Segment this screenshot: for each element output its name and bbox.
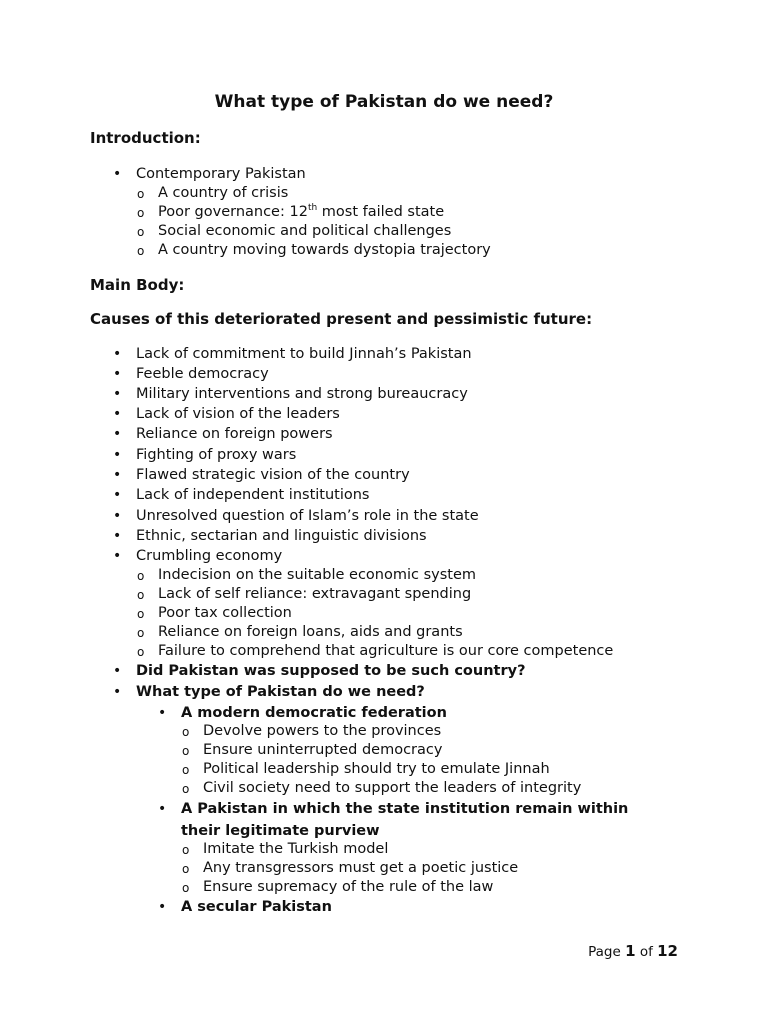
circle-bullet-icon: o	[137, 187, 145, 201]
bullet-icon: •	[113, 426, 122, 442]
institutions-sub-item: Any transgressors must get a poetic justice	[203, 860, 519, 876]
modern-federation-item: A modern democratic federation	[181, 705, 447, 721]
bullet-icon: •	[113, 366, 122, 382]
cause-item: Unresolved question of Islam’s role in the state	[136, 508, 479, 524]
circle-bullet-icon: o	[137, 588, 145, 602]
circle-bullet-icon: o	[137, 569, 145, 583]
intro-sub-item-governance: Poor governance: 12th most failed state	[158, 203, 445, 220]
circle-bullet-icon: o	[182, 725, 190, 739]
circle-bullet-icon: o	[182, 744, 190, 758]
cause-item: Lack of commitment to build Jinnah’s Pakistan	[136, 346, 472, 362]
circle-bullet-icon: o	[182, 763, 190, 777]
economy-sub-item: Failure to comprehend that agriculture is our core competence	[158, 643, 614, 659]
circle-bullet-icon: o	[137, 225, 145, 239]
bullet-icon: •	[113, 548, 122, 564]
document-title: What type of Pakistan do we need?	[214, 92, 554, 112]
bullet-icon: •	[113, 528, 122, 544]
modern-sub-item: Political leadership should try to emulate Jinnah	[203, 761, 550, 777]
circle-bullet-icon: o	[137, 244, 145, 258]
page-number-footer: Page 1 of 12	[588, 942, 678, 960]
economy-sub-item: Indecision on the suitable economic system	[158, 567, 477, 583]
bullet-icon: •	[113, 684, 122, 700]
bullet-icon: •	[158, 705, 167, 721]
economy-sub-item: Poor tax collection	[158, 605, 292, 621]
bullet-icon: •	[113, 467, 122, 483]
secular-item: A secular Pakistan	[181, 899, 332, 915]
intro-sub-item: Social economic and political challenges	[158, 223, 452, 239]
cause-item: Fighting of proxy wars	[136, 447, 297, 463]
question-item: Did Pakistan was supposed to be such country?	[136, 663, 526, 679]
bullet-icon: •	[113, 386, 122, 402]
cause-item: Reliance on foreign powers	[136, 426, 333, 442]
bullet-icon: •	[113, 346, 122, 362]
institutions-sub-item: Ensure supremacy of the rule of the law	[203, 879, 494, 895]
institutions-item-line1: A Pakistan in which the state institution remain within	[181, 801, 629, 817]
bullet-icon: •	[113, 663, 122, 679]
economy-sub-item: Lack of self reliance: extravagant spending	[158, 586, 472, 602]
causes-heading: Causes of this deteriorated present and pessimistic future:	[90, 310, 593, 328]
question-item: What type of Pakistan do we need?	[136, 684, 425, 700]
bullet-icon: •	[158, 801, 167, 817]
circle-bullet-icon: o	[137, 626, 145, 640]
modern-sub-item: Devolve powers to the provinces	[203, 723, 442, 739]
modern-sub-item: Ensure uninterrupted democracy	[203, 742, 443, 758]
bullet-icon: •	[158, 899, 167, 915]
institutions-sub-item: Imitate the Turkish model	[203, 841, 389, 857]
bullet-icon: •	[113, 166, 122, 182]
cause-item: Flawed strategic vision of the country	[136, 467, 410, 483]
economy-sub-item: Reliance on foreign loans, aids and grants	[158, 624, 463, 640]
circle-bullet-icon: o	[137, 607, 145, 621]
cause-item: Feeble democracy	[136, 366, 269, 382]
circle-bullet-icon: o	[182, 881, 190, 895]
cause-item: Military interventions and strong bureaucracy	[136, 386, 468, 402]
circle-bullet-icon: o	[182, 862, 190, 876]
circle-bullet-icon: o	[137, 645, 145, 659]
bullet-icon: •	[113, 447, 122, 463]
circle-bullet-icon: o	[137, 206, 145, 220]
intro-bullet: Contemporary Pakistan	[136, 166, 306, 182]
cause-item: Lack of vision of the leaders	[136, 406, 340, 422]
institutions-item-line2: their legitimate purview	[181, 823, 380, 839]
cause-item: Ethnic, sectarian and linguistic divisions	[136, 528, 427, 544]
intro-sub-item: A country of crisis	[158, 185, 289, 201]
intro-sub-item: A country moving towards dystopia trajectory	[158, 242, 491, 258]
main-body-heading: Main Body:	[90, 276, 185, 294]
cause-item: Lack of independent institutions	[136, 487, 370, 503]
circle-bullet-icon: o	[182, 782, 190, 796]
circle-bullet-icon: o	[182, 843, 190, 857]
introduction-heading: Introduction:	[90, 129, 201, 147]
bullet-icon: •	[113, 508, 122, 524]
modern-sub-item: Civil society need to support the leaders of integrity	[203, 780, 582, 796]
bullet-icon: •	[113, 406, 122, 422]
bullet-icon: •	[113, 487, 122, 503]
cause-item: Crumbling economy	[136, 548, 283, 564]
